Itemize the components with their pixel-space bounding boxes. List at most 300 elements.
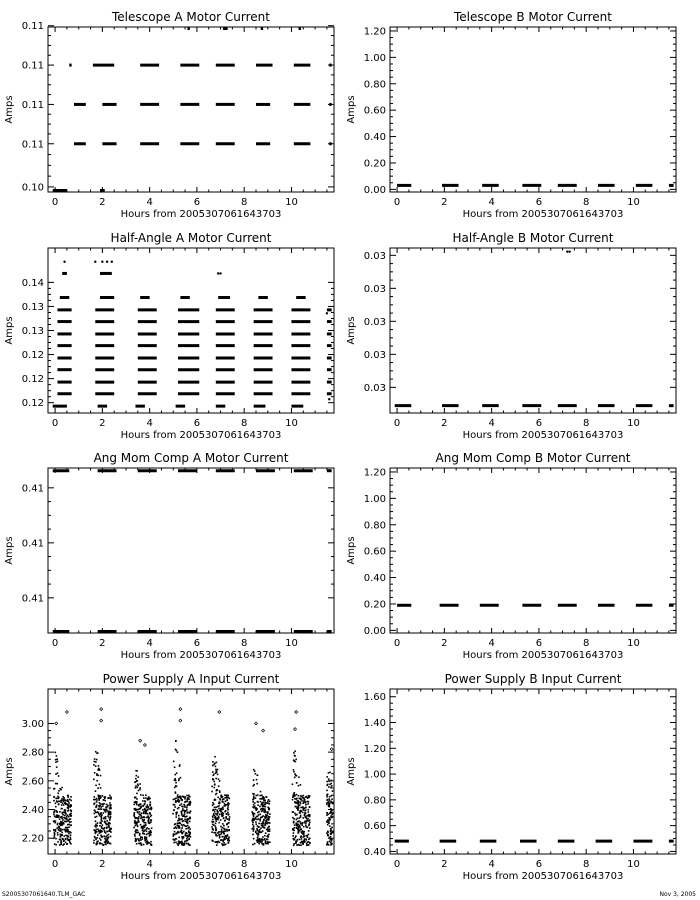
data-point	[219, 790, 221, 792]
data-point	[106, 261, 108, 263]
data-point	[294, 773, 296, 775]
data-point	[309, 795, 311, 797]
data-point	[263, 819, 265, 821]
data-point	[65, 835, 67, 837]
data-point	[104, 800, 106, 802]
data-point	[144, 836, 146, 838]
data-point	[135, 840, 137, 842]
data-point	[215, 806, 217, 808]
data-point	[183, 837, 185, 839]
data-point	[139, 787, 141, 789]
data-point	[327, 830, 329, 832]
data-point	[222, 827, 224, 829]
footer-date: Nov 3, 2005	[659, 891, 696, 898]
data-point	[67, 807, 69, 809]
data-point	[105, 806, 107, 808]
data-point	[221, 815, 223, 817]
data-point	[178, 780, 180, 782]
data-point	[53, 820, 55, 822]
x-tick-label: 2	[441, 859, 448, 870]
data-point	[143, 844, 145, 846]
data-point	[186, 795, 188, 797]
data-point	[58, 801, 60, 803]
data-point	[217, 272, 219, 274]
data-point	[136, 798, 138, 800]
data-point	[59, 788, 61, 790]
data-point	[110, 805, 112, 807]
data-point	[328, 804, 330, 806]
data-point	[215, 823, 217, 825]
x-tick-label: 2	[99, 859, 106, 870]
data-point	[293, 760, 295, 762]
data-point	[215, 826, 217, 828]
data-point	[216, 818, 218, 820]
data-point	[175, 749, 177, 751]
data-point	[100, 819, 102, 821]
data-point	[174, 774, 176, 776]
data-point	[99, 843, 101, 845]
data-point	[150, 809, 152, 811]
data-point	[181, 803, 183, 805]
data-point	[142, 809, 144, 811]
y-tick-label: 1.20	[363, 467, 386, 479]
data-point	[214, 807, 216, 809]
data-point	[219, 842, 221, 844]
data-point	[259, 831, 261, 833]
data-point	[309, 814, 311, 816]
data-point	[175, 740, 177, 742]
y-tick-label: 0.13	[21, 326, 44, 337]
data-point	[255, 817, 257, 819]
data-point	[140, 842, 142, 844]
data-point	[100, 839, 102, 841]
data-point	[181, 800, 183, 802]
x-axis-label: Hours from 2005307061643703	[120, 430, 282, 441]
data-point	[175, 797, 177, 799]
data-point	[226, 829, 228, 831]
data-point	[94, 761, 96, 763]
data-point	[98, 805, 100, 807]
data-point	[257, 835, 259, 837]
data-outlier	[294, 728, 297, 731]
data-point	[258, 823, 260, 825]
data-point	[219, 799, 221, 801]
data-point	[212, 761, 214, 763]
data-point	[256, 833, 258, 835]
data-point	[568, 250, 570, 252]
data-point	[188, 795, 190, 797]
data-point	[212, 821, 214, 823]
x-tick-label: 6	[535, 197, 543, 208]
data-point	[142, 820, 144, 822]
data-point	[295, 814, 297, 816]
data-point	[227, 840, 229, 842]
data-point	[138, 790, 140, 792]
data-point	[252, 820, 254, 822]
data-point	[228, 842, 230, 844]
data-point	[67, 796, 69, 798]
data-point	[100, 832, 102, 834]
y-tick-label: 1.00	[363, 52, 386, 64]
data-point	[101, 836, 103, 838]
data-point	[297, 809, 299, 811]
data-point	[216, 842, 218, 844]
data-point	[269, 801, 271, 803]
data-point	[182, 821, 184, 823]
y-tick-label: 0.12	[21, 398, 44, 410]
data-point	[70, 796, 72, 798]
data-point	[53, 830, 55, 832]
data-point	[106, 827, 108, 829]
y-tick-label: 0.80	[363, 520, 386, 532]
x-tick-label: 10	[627, 197, 640, 208]
data-point	[143, 817, 145, 819]
plot-frame	[48, 689, 334, 854]
data-point	[298, 807, 300, 809]
data-point	[253, 826, 255, 828]
data-point	[175, 814, 177, 816]
data-point	[96, 801, 98, 803]
data-point	[252, 828, 254, 830]
data-point	[60, 801, 62, 803]
data-point	[138, 816, 140, 818]
chart-panel	[346, 10, 676, 220]
data-point	[305, 804, 307, 806]
data-point	[102, 828, 104, 830]
data-point	[145, 842, 147, 844]
data-point	[177, 844, 179, 846]
y-tick-label: 1.40	[363, 718, 386, 730]
data-point	[150, 831, 152, 833]
chart-panel	[4, 672, 334, 882]
data-point	[212, 816, 214, 818]
data-point	[178, 815, 180, 817]
data-point	[332, 832, 334, 834]
data-point	[223, 828, 225, 830]
data-point	[254, 843, 256, 845]
data-point	[150, 841, 152, 843]
data-point	[292, 835, 294, 837]
data-point	[99, 838, 101, 840]
x-tick-label: 0	[51, 638, 59, 649]
data-point	[261, 838, 263, 840]
data-point	[140, 836, 142, 838]
data-point	[300, 844, 302, 846]
data-point	[54, 811, 56, 813]
data-point	[174, 824, 176, 826]
data-point	[188, 827, 190, 829]
data-point	[103, 803, 105, 805]
data-point	[111, 261, 113, 263]
data-outlier	[100, 719, 103, 722]
data-point	[61, 808, 63, 810]
data-point	[61, 816, 63, 818]
data-point	[98, 768, 100, 770]
x-tick-label: 6	[193, 418, 201, 429]
data-point	[148, 799, 150, 801]
data-series	[53, 261, 332, 407]
data-point	[294, 750, 296, 752]
data-point	[262, 825, 264, 827]
data-point	[295, 759, 297, 761]
data-point	[178, 778, 180, 780]
data-point	[259, 795, 261, 797]
data-point	[144, 838, 146, 840]
data-point	[134, 834, 136, 836]
data-point	[67, 836, 69, 838]
data-point	[326, 790, 328, 792]
data-point	[266, 839, 268, 841]
data-point	[96, 799, 98, 801]
data-point	[258, 843, 260, 845]
data-point	[140, 817, 142, 819]
data-point	[57, 816, 59, 818]
data-point	[327, 821, 329, 823]
data-point	[67, 831, 69, 833]
data-point	[182, 825, 184, 827]
data-point	[181, 810, 183, 812]
data-point	[66, 843, 68, 845]
data-point	[256, 819, 258, 821]
y-tick-label: 0.00	[363, 625, 386, 637]
data-point	[55, 829, 57, 831]
data-point	[216, 762, 218, 764]
data-point	[306, 844, 308, 846]
data-point	[178, 842, 180, 844]
data-point	[265, 803, 267, 805]
data-point	[300, 842, 302, 844]
data-point	[298, 798, 300, 800]
data-point	[226, 799, 228, 801]
data-point	[224, 820, 226, 822]
data-point	[95, 765, 97, 767]
data-point	[212, 819, 214, 821]
data-point	[99, 815, 101, 817]
data-point	[301, 824, 303, 826]
data-point	[94, 758, 96, 760]
data-point	[185, 828, 187, 830]
data-point	[175, 812, 177, 814]
y-tick-label: 0.40	[363, 132, 386, 144]
data-point	[216, 814, 218, 816]
data-point	[148, 808, 150, 810]
data-point	[143, 812, 145, 814]
x-tick-label: 4	[488, 638, 495, 649]
data-point	[61, 824, 63, 826]
data-point	[292, 829, 294, 831]
data-point	[309, 806, 311, 808]
x-tick-label: 8	[240, 859, 248, 870]
plot-frame	[390, 27, 676, 192]
data-point	[226, 836, 228, 838]
data-point	[173, 833, 175, 835]
data-point	[56, 814, 58, 816]
data-point	[144, 801, 146, 803]
data-point	[301, 831, 303, 833]
data-point	[263, 827, 265, 829]
data-point	[53, 788, 55, 790]
data-point	[252, 834, 254, 836]
data-point	[265, 820, 267, 822]
data-point	[69, 799, 71, 801]
data-point	[223, 833, 225, 835]
data-point	[185, 821, 187, 823]
data-point	[146, 804, 148, 806]
data-point	[146, 806, 148, 808]
data-point	[60, 821, 62, 823]
data-point	[57, 832, 59, 834]
data-point	[306, 817, 308, 819]
data-point	[145, 797, 147, 799]
data-point	[299, 830, 301, 832]
data-point	[175, 801, 177, 803]
data-point	[97, 834, 99, 836]
data-point	[255, 821, 257, 823]
data-point	[253, 795, 255, 797]
data-point	[306, 839, 308, 841]
data-point	[187, 797, 189, 799]
data-point	[293, 752, 295, 754]
data-point	[267, 827, 269, 829]
data-point	[177, 751, 179, 753]
x-axis-label: Hours from 2005307061643703	[462, 650, 624, 661]
data-point	[62, 819, 64, 821]
data-point	[60, 840, 62, 842]
data-point	[218, 834, 220, 836]
data-point	[295, 823, 297, 825]
y-tick-label: 0.20	[363, 158, 386, 170]
y-axis-label: Amps	[4, 316, 15, 345]
data-point	[218, 808, 220, 810]
data-point	[186, 819, 188, 821]
data-point	[175, 782, 177, 784]
data-point	[257, 794, 259, 796]
data-point	[294, 827, 296, 829]
data-point	[145, 822, 147, 824]
data-point	[227, 812, 229, 814]
data-point	[184, 841, 186, 843]
data-point	[151, 827, 153, 829]
data-point	[61, 818, 63, 820]
data-point	[331, 802, 333, 804]
data-point	[329, 796, 331, 798]
data-point	[184, 801, 186, 803]
data-point	[330, 828, 332, 830]
data-point	[108, 812, 110, 814]
data-point	[225, 810, 227, 812]
data-point	[95, 807, 97, 809]
data-point	[150, 804, 152, 806]
data-point	[259, 829, 261, 831]
data-point	[108, 826, 110, 828]
data-point	[262, 836, 264, 838]
data-point	[69, 837, 71, 839]
data-point	[101, 827, 103, 829]
data-point	[99, 822, 101, 824]
data-point	[69, 806, 71, 808]
data-point	[68, 801, 70, 803]
data-point	[185, 832, 187, 834]
data-point	[57, 792, 59, 794]
data-point	[330, 780, 332, 782]
data-point	[211, 786, 213, 788]
chart-title: Ang Mom Comp A Motor Current	[93, 451, 289, 465]
data-point	[185, 825, 187, 827]
y-tick-label: 0.41	[21, 538, 44, 550]
data-point	[213, 787, 215, 789]
x-tick-label: 2	[99, 638, 106, 649]
data-series	[53, 708, 334, 847]
data-point	[65, 842, 67, 844]
data-point	[104, 841, 106, 843]
data-series	[395, 250, 674, 405]
data-point	[100, 797, 102, 799]
y-axis-label: Amps	[346, 757, 357, 786]
data-point	[93, 778, 95, 780]
data-point	[301, 842, 303, 844]
y-axis-label: Amps	[4, 95, 15, 124]
data-point	[145, 813, 147, 815]
data-point	[292, 794, 294, 796]
data-point	[53, 837, 55, 839]
data-point	[178, 796, 180, 798]
data-point	[256, 774, 258, 776]
data-point	[332, 790, 334, 792]
data-point	[137, 829, 139, 831]
plot-frame	[48, 27, 334, 192]
data-point	[137, 812, 139, 814]
data-point	[57, 824, 59, 826]
y-tick-label: 0.14	[21, 277, 44, 289]
data-point	[218, 816, 220, 818]
data-point	[189, 835, 191, 837]
data-point	[224, 803, 226, 805]
y-tick-label: 1.60	[363, 692, 386, 704]
data-point	[211, 840, 213, 842]
y-tick-label: 0.80	[363, 79, 386, 91]
data-point	[257, 825, 259, 827]
data-point	[330, 842, 332, 844]
y-axis-label: Amps	[346, 95, 357, 124]
data-point	[110, 828, 112, 830]
data-outlier	[100, 708, 103, 711]
data-point	[65, 827, 67, 829]
data-point	[54, 835, 56, 837]
data-point	[300, 803, 302, 805]
data-point	[227, 809, 229, 811]
data-point	[309, 838, 311, 840]
data-point	[181, 806, 183, 808]
data-point	[142, 838, 144, 840]
data-point	[189, 817, 191, 819]
data-point	[257, 837, 259, 839]
data-point	[266, 829, 268, 831]
data-point	[295, 842, 297, 844]
data-point	[265, 796, 267, 798]
chart-panel	[4, 10, 334, 220]
data-point	[261, 816, 263, 818]
data-point	[296, 840, 298, 842]
data-point	[217, 774, 219, 776]
data-point	[267, 829, 269, 831]
data-outlier	[143, 743, 146, 746]
data-point	[252, 813, 254, 815]
y-tick-label: 2.20	[21, 833, 44, 845]
data-point	[139, 811, 141, 813]
data-point	[259, 820, 261, 822]
data-point	[292, 799, 294, 801]
x-tick-label: 2	[99, 197, 106, 208]
